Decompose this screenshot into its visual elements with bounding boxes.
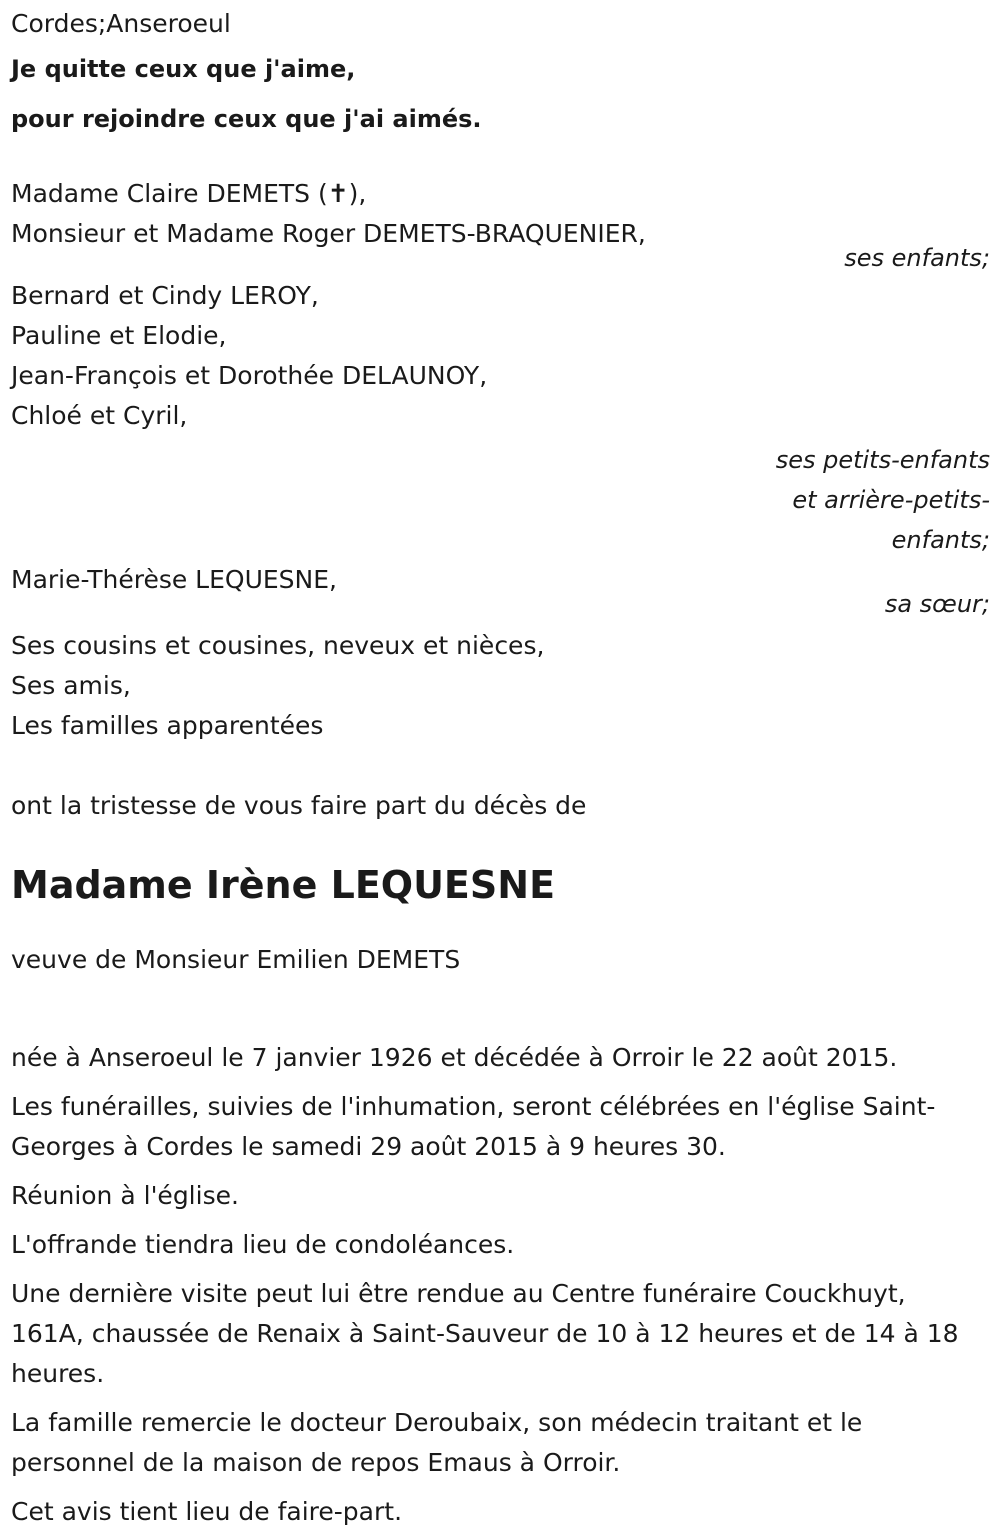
deceased-name: Madame Irène LEQUESNE [11, 863, 556, 907]
meeting-paragraph: Réunion à l'église. [11, 1181, 239, 1210]
relation-label-grandchildren-3: enfants; [891, 526, 990, 554]
family-name-line: Madame Claire DEMETS (✝), [11, 179, 367, 208]
funeral-paragraph: Les funérailles, suivies de l'inhumation, seront célébrées en l'église Saint-Georges à Cordes le samedi 29 août 2015 à 9 heures 30. [11, 1092, 936, 1161]
widow-of-text: veuve de Monsieur Emilien DEMETS [11, 945, 461, 974]
children-group [11, 174, 990, 278]
relatives-line: Les familles apparentées [11, 711, 324, 740]
family-name-line: Marie-Thérèse LEQUESNE, [11, 565, 337, 594]
relatives-line: Ses amis, [11, 671, 131, 700]
relation-label-grandchildren-2: et arrière-petits- [792, 486, 990, 514]
birth-death-paragraph: née à Anseroeul le 7 janvier 1926 et décédée à Orroir le 22 août 2015. [11, 1043, 898, 1072]
grandchildren-group [11, 276, 990, 560]
offering-paragraph: L'offrande tiendra lieu de condoléances. [11, 1230, 515, 1259]
family-name-line: Monsieur et Madame Roger DEMETS-BRAQUENIER, [11, 219, 646, 248]
relatives-line: Ses cousins et cousines, neveux et nièces, [11, 631, 545, 660]
family-name-line: Pauline et Elodie, [11, 321, 227, 350]
family-name-line: Chloé et Cyril, [11, 401, 188, 430]
other-relatives-group [11, 626, 990, 746]
obituary-page [0, 4, 1000, 1538]
motto-line-1: Je quitte ceux que j'aime, [11, 55, 356, 83]
location-header: Cordes;Anseroeul [11, 9, 231, 38]
sister-group [11, 560, 990, 624]
notice-paragraph: Cet avis tient lieu de faire-part. [11, 1497, 403, 1526]
relation-label-children: ses enfants; [844, 244, 990, 272]
family-name-line: Jean-François et Dorothée DELAUNOY, [11, 361, 488, 390]
family-name-line: Bernard et Cindy LEROY, [11, 281, 319, 310]
announcement-text: ont la tristesse de vous faire part du décès de [11, 791, 587, 820]
motto-line-2: pour rejoindre ceux que j'ai aimés. [11, 105, 482, 133]
relation-label-sister: sa sœur; [884, 590, 990, 618]
visit-paragraph: Une dernière visite peut lui être rendue au Centre funéraire Couckhuyt, 161A, chaussée de Renaix à Saint-Sauveur de 10 à 12 heures et de 14 à 18 heures. [11, 1279, 959, 1388]
relation-label-grandchildren-1: ses petits-enfants [775, 446, 990, 474]
thanks-paragraph: La famille remercie le docteur Deroubaix, son médecin traitant et le personnel de la maison de repos Emaus à Orroir. [11, 1408, 863, 1477]
